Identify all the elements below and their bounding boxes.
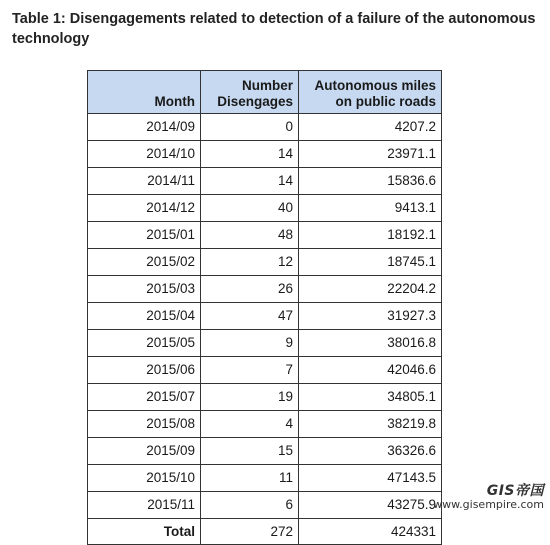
row-disengages-cell: 0 xyxy=(201,114,299,141)
row-miles-cell: 22204.2 xyxy=(299,276,442,303)
row-miles-cell: 38219.8 xyxy=(299,411,442,438)
table-row xyxy=(88,141,442,168)
row-disengages-cell: 14 xyxy=(201,141,299,168)
row-month-cell: 2015/02 xyxy=(88,249,201,276)
row-disengages-cell: 47 xyxy=(201,303,299,330)
row-miles-cell: 43275.9 xyxy=(299,492,442,519)
table-title: Table 1: Disengagements related to detection of a failure of the autonomous technology xyxy=(12,11,536,47)
row-miles-cell: 18192.1 xyxy=(299,222,442,249)
row-month-cell: 2015/10 xyxy=(88,465,201,492)
row-month-cell: 2014/11 xyxy=(88,168,201,195)
total-label: Total xyxy=(88,519,201,545)
row-miles-cell: 36326.6 xyxy=(299,438,442,465)
row-disengages-cell: 11 xyxy=(201,465,299,492)
header-miles xyxy=(299,71,442,114)
row-month-cell: 2015/11 xyxy=(88,492,201,519)
row-month-cell: 2015/06 xyxy=(88,357,201,384)
row-disengages-cell: 15 xyxy=(201,438,299,465)
header-disengages xyxy=(201,71,299,114)
row-month-cell: 2015/01 xyxy=(88,222,201,249)
table-row xyxy=(88,114,442,141)
row-month-cell: 2015/07 xyxy=(88,384,201,411)
table-row xyxy=(88,411,442,438)
row-miles-cell: 15836.6 xyxy=(299,168,442,195)
row-disengages-cell: 40 xyxy=(201,195,299,222)
header-miles-line1: Autonomous miles xyxy=(314,78,436,93)
header-disengages-line1: Number xyxy=(241,78,293,93)
table-header-row xyxy=(88,71,442,114)
row-disengages-cell: 12 xyxy=(201,249,299,276)
table-row xyxy=(88,303,442,330)
row-disengages-cell: 4 xyxy=(201,411,299,438)
row-month-cell: 2015/09 xyxy=(88,438,201,465)
row-miles-cell: 4207.2 xyxy=(299,114,442,141)
total-disengages: 272 xyxy=(201,519,299,545)
disengagements-table xyxy=(87,70,442,545)
row-disengages-cell: 26 xyxy=(201,276,299,303)
row-month-cell: 2014/09 xyxy=(88,114,201,141)
header-miles-line2: on public roads xyxy=(335,94,436,109)
row-month-cell: 2014/12 xyxy=(88,195,201,222)
table-row xyxy=(88,195,442,222)
header-month-label: Month xyxy=(154,94,195,109)
row-miles-cell: 38016.8 xyxy=(299,330,442,357)
table-row xyxy=(88,330,442,357)
row-month-cell: 2015/05 xyxy=(88,330,201,357)
row-miles-cell: 9413.1 xyxy=(299,195,442,222)
table-row xyxy=(88,357,442,384)
header-disengages-line2: Disengages xyxy=(217,94,293,109)
table-row xyxy=(88,249,442,276)
row-month-cell: 2015/03 xyxy=(88,276,201,303)
row-disengages-cell: 19 xyxy=(201,384,299,411)
row-miles-cell: 23971.1 xyxy=(299,141,442,168)
table-row xyxy=(88,276,442,303)
row-miles-cell: 31927.3 xyxy=(299,303,442,330)
total-miles: 424331 xyxy=(299,519,442,545)
watermark-url: www.gisempire.com xyxy=(433,498,544,511)
row-miles-cell: 18745.1 xyxy=(299,249,442,276)
table-row xyxy=(88,222,442,249)
row-disengages-cell: 9 xyxy=(201,330,299,357)
row-miles-cell: 47143.5 xyxy=(299,465,442,492)
table-row xyxy=(88,384,442,411)
table-row xyxy=(88,492,442,519)
header-month xyxy=(88,71,201,114)
row-disengages-cell: 7 xyxy=(201,357,299,384)
table-row xyxy=(88,168,442,195)
watermark-logo: GIS帝国 xyxy=(486,483,544,499)
row-miles-cell: 42046.6 xyxy=(299,357,442,384)
row-month-cell: 2015/04 xyxy=(88,303,201,330)
watermark xyxy=(433,484,544,512)
row-disengages-cell: 6 xyxy=(201,492,299,519)
row-miles-cell: 34805.1 xyxy=(299,384,442,411)
table-row xyxy=(88,438,442,465)
table-body xyxy=(88,114,442,519)
table-total-row xyxy=(88,519,442,545)
table-row xyxy=(88,465,442,492)
row-disengages-cell: 48 xyxy=(201,222,299,249)
row-disengages-cell: 14 xyxy=(201,168,299,195)
row-month-cell: 2015/08 xyxy=(88,411,201,438)
row-month-cell: 2014/10 xyxy=(88,141,201,168)
